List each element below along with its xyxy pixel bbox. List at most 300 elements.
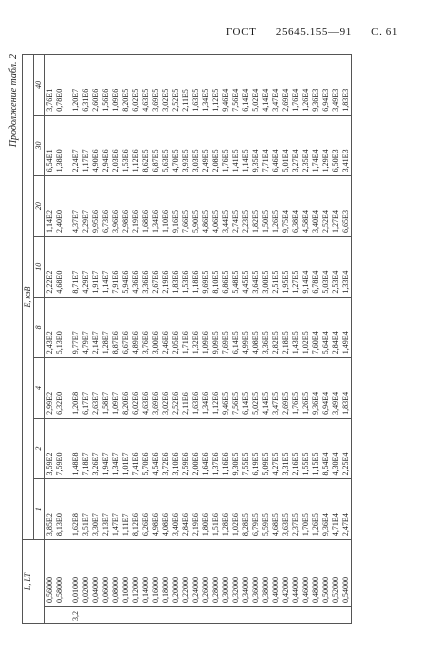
flux-value-cell: 1,17E7 — [81, 115, 91, 176]
table-row — [311, 55, 321, 624]
flux-value-cell: 5,90E5 — [191, 176, 201, 237]
flux-value-cell: 1,63E5 — [191, 55, 201, 116]
flux-value-cell: 2,60E6 — [91, 55, 101, 116]
flux-value-cell: 4,27E5 — [271, 418, 281, 479]
flux-value-cell: 8,54E4 — [321, 418, 331, 479]
flux-value-cell: 6,67E6 — [121, 297, 131, 358]
table-row — [271, 55, 281, 624]
table-row — [71, 55, 81, 624]
flux-value-cell: 2,13E7 — [101, 479, 111, 540]
flux-value-cell: 1,76E5 — [221, 115, 231, 176]
flux-value-cell: 1,83E3 — [341, 55, 352, 116]
flux-value-cell: 6,17E7 — [81, 358, 91, 419]
flux-value-cell: 6,14E5 — [241, 358, 251, 419]
flux-value-cell: 3,49E4 — [331, 358, 341, 419]
flux-value-cell: 7,69E5 — [221, 297, 231, 358]
flux-value-cell: 5,70E6 — [141, 418, 151, 479]
flux-value-cell: 1,38E0 — [55, 115, 65, 176]
head-energy-label: E, кэВ — [23, 55, 34, 540]
flux-value-cell: 5,48E5 — [231, 236, 241, 297]
table-row — [231, 55, 241, 624]
flux-value-cell: 2,25E4 — [341, 418, 352, 479]
flux-value-cell: 1,28E6 — [221, 479, 231, 540]
table-row — [211, 55, 221, 624]
flux-value-cell: 2,05E6 — [171, 297, 181, 358]
page-number: С. 61 — [371, 26, 398, 38]
l-value-cell: 0,22000 — [181, 540, 191, 607]
flux-value-cell: 4,14E4 — [261, 55, 271, 116]
flux-value-cell: 1,83E4 — [341, 358, 352, 419]
l-value-cell: 0,42000 — [281, 540, 291, 607]
flux-value-cell: 2,84E6 — [181, 479, 191, 540]
flux-value-cell: 4,14E5 — [261, 358, 271, 419]
flux-value-cell: 2,43E2 — [45, 297, 56, 358]
flux-value-cell: 1,26E4 — [301, 55, 311, 116]
flux-value-cell: 4,86E5 — [201, 176, 211, 237]
flux-value-cell: 8,20E5 — [121, 55, 131, 116]
group-cell — [201, 607, 211, 624]
flux-value-cell: 5,02E4 — [251, 55, 261, 116]
flux-value-cell: 2,22E2 — [45, 236, 56, 297]
l-value-cell: 0,14000 — [141, 540, 151, 607]
l-value-cell: 0,06000 — [101, 540, 111, 607]
energy-header: 4 — [34, 358, 45, 419]
group-cell — [261, 607, 271, 624]
flux-value-cell: 1,68E6 — [141, 176, 151, 237]
l-value-cell: 0,18000 — [161, 540, 171, 607]
flux-value-cell: 6,78E4 — [311, 236, 321, 297]
flux-value-cell: 6,65E3 — [341, 176, 352, 237]
flux-value-cell: 9,09E5 — [211, 297, 221, 358]
flux-value-cell: 1,62E8 — [71, 479, 81, 540]
table-row — [81, 55, 91, 624]
flux-value-cell: 3,41E3 — [341, 115, 352, 176]
flux-value-cell: 1,26E5 — [301, 358, 311, 419]
flux-value-cell: 6,26E6 — [141, 479, 151, 540]
flux-value-cell: 2,52E4 — [321, 176, 331, 237]
flux-value-cell: 1,95E5 — [281, 236, 291, 297]
l-value-cell: 0,50000 — [321, 540, 331, 607]
flux-value-cell: 2,37E5 — [291, 479, 301, 540]
flux-value-cell: 1,10E6 — [161, 176, 171, 237]
flux-value-cell: 4,99E5 — [241, 297, 251, 358]
l-value-cell: 0,01000 — [71, 540, 81, 607]
table-row — [281, 55, 291, 624]
flux-value-cell: 3,49E3 — [331, 55, 341, 116]
flux-value-cell: 1,58E7 — [101, 358, 111, 419]
l-value-cell: 0,32000 — [231, 540, 241, 607]
group-cell — [311, 607, 321, 624]
flux-value-cell: 7,66E5 — [181, 176, 191, 237]
group-cell — [111, 607, 121, 624]
flux-value-cell: 3,36E6 — [141, 236, 151, 297]
flux-value-cell: 8,62E5 — [141, 115, 151, 176]
flux-value-cell: 5,09E5 — [261, 418, 271, 479]
group-cell: 3,2 — [71, 607, 81, 624]
flux-value-cell: 6,94E3 — [321, 55, 331, 116]
flux-value-cell: 1,82E5 — [251, 176, 261, 237]
flux-value-cell: 2,67E6 — [151, 236, 161, 297]
flux-value-cell: 3,76E6 — [141, 297, 151, 358]
flux-value-cell: 1,64E6 — [201, 418, 211, 479]
flux-value-cell: 6,79E5 — [251, 479, 261, 540]
flux-value-cell: 1,83E6 — [171, 236, 181, 297]
flux-value-cell: 1,71E6 — [181, 297, 191, 358]
flux-value-cell: 6,38E4 — [291, 176, 301, 237]
flux-value-cell: 3,36E5 — [261, 297, 271, 358]
flux-value-cell: 1,76E5 — [291, 358, 301, 419]
flux-value-cell: 3,85E2 — [45, 479, 56, 540]
group-cell — [321, 607, 331, 624]
flux-value-cell: 2,94E6 — [101, 115, 111, 176]
group-cell — [151, 607, 161, 624]
energy-header: 10 — [34, 236, 45, 297]
energy-header: 30 — [34, 115, 45, 176]
flux-value-cell: 4,63E5 — [141, 55, 151, 116]
table-row — [121, 55, 131, 624]
flux-value-cell: 9,95E6 — [91, 176, 101, 237]
flux-value-cell: 1,41E5 — [231, 115, 241, 176]
flux-value-cell: 1,32E6 — [191, 297, 201, 358]
flux-value-cell: 4,68E5 — [271, 479, 281, 540]
flux-value-cell: 1,29E4 — [321, 115, 331, 176]
flux-value-cell: 0,78E0 — [55, 55, 65, 116]
flux-value-cell: 5,01E4 — [281, 115, 291, 176]
flux-value-cell: 2,11E5 — [181, 55, 191, 116]
flux-value-cell: 2,63E7 — [91, 358, 101, 419]
table-row — [101, 55, 111, 624]
flux-value-cell: 3,76E1 — [45, 55, 56, 116]
flux-value-cell: 5,59E5 — [261, 479, 271, 540]
table-caption: Продолжение табл. 2 — [8, 54, 19, 148]
l-value-cell: 0,12000 — [131, 540, 141, 607]
group-cell — [81, 607, 91, 624]
flux-value-cell: 4,63E6 — [141, 358, 151, 419]
flux-value-cell: 3,26E7 — [91, 418, 101, 479]
flux-value-cell: 6,86E5 — [221, 236, 231, 297]
flux-value-cell: 1,28E7 — [101, 297, 111, 358]
flux-value-cell: 4,90E6 — [91, 115, 101, 176]
table-body — [45, 55, 352, 624]
flux-value-cell: 3,40E4 — [311, 176, 321, 237]
energy-header: 40 — [34, 55, 45, 116]
flux-value-cell: 2,11E6 — [181, 358, 191, 419]
table-row — [331, 55, 341, 624]
group-cell — [141, 607, 151, 624]
flux-value-cell: 1,27E5 — [291, 236, 301, 297]
flux-value-cell: 5,63E5 — [161, 115, 171, 176]
table-row — [301, 55, 311, 624]
table-row — [241, 55, 251, 624]
flux-value-cell: 1,51E6 — [211, 479, 221, 540]
flux-value-cell: 4,79E7 — [81, 297, 91, 358]
flux-value-cell: 1,09E7 — [111, 358, 121, 419]
flux-value-cell: 6,02E5 — [131, 55, 141, 116]
flux-value-cell: 1,55E5 — [301, 418, 311, 479]
flux-value-cell: 3,27E4 — [291, 115, 301, 176]
l-value-cell: 0,52000 — [331, 540, 341, 607]
flux-value-cell: 3,69E6 — [151, 358, 161, 419]
flux-value-cell: 2,14E7 — [91, 297, 101, 358]
group-cell — [301, 607, 311, 624]
flux-value-cell: 1,56E6 — [101, 55, 111, 116]
flux-value-cell: 4,89E6 — [131, 297, 141, 358]
flux-value-cell: 6,32E0 — [55, 358, 65, 419]
flux-value-cell: 3,64E5 — [251, 236, 261, 297]
flux-value-cell: 2,23E5 — [241, 176, 251, 237]
flux-value-cell: 1,48E8 — [71, 418, 81, 479]
flux-value-cell: 1,12E6 — [131, 115, 141, 176]
flux-value-cell: 4,98E6 — [151, 479, 161, 540]
group-cell — [271, 607, 281, 624]
energy-header: 2 — [34, 418, 45, 479]
l-value-cell: 0,58000 — [55, 540, 65, 607]
flux-value-cell: 3,72E6 — [161, 418, 171, 479]
table-row — [131, 55, 141, 624]
flux-value-cell: 1,80E6 — [201, 479, 211, 540]
flux-value-cell: 4,08E6 — [161, 479, 171, 540]
table-head-row-1 — [23, 55, 34, 624]
flux-value-cell: 6,54E1 — [45, 115, 56, 176]
head-l-column: L, LT — [23, 540, 45, 624]
flux-value-cell: 1,33E4 — [341, 236, 352, 297]
flux-value-cell: 2,19E6 — [161, 236, 171, 297]
flux-value-cell: 6,46E4 — [271, 115, 281, 176]
table-row — [161, 55, 171, 624]
l-value-cell: 0,16000 — [151, 540, 161, 607]
flux-value-cell: 2,16E5 — [291, 418, 301, 479]
flux-value-cell: 4,08E5 — [251, 297, 261, 358]
flux-value-cell: 1,47E7 — [111, 479, 121, 540]
flux-value-cell: 6,19E5 — [251, 418, 261, 479]
l-value-cell: 0,54000 — [341, 540, 352, 607]
standard-number: 25645.155—91 — [275, 26, 352, 38]
flux-value-cell: 1,94E7 — [101, 418, 111, 479]
flux-value-cell: 2,59E6 — [181, 418, 191, 479]
group-cell — [221, 607, 231, 624]
group-cell — [91, 607, 101, 624]
flux-value-cell: 6,31E6 — [81, 55, 91, 116]
flux-value-cell: 9,14E4 — [301, 236, 311, 297]
energy-header: 20 — [34, 176, 45, 237]
table-row — [201, 55, 211, 624]
flux-value-cell: 1,70E5 — [301, 479, 311, 540]
flux-value-cell: 1,34E5 — [201, 55, 211, 116]
rotated-table-sheet — [0, 48, 422, 648]
flux-value-cell: 6,14E5 — [231, 297, 241, 358]
flux-value-cell: 4,30E4 — [331, 418, 341, 479]
flux-value-cell: 9,46E5 — [221, 358, 231, 419]
flux-value-cell: 1,50E5 — [261, 176, 271, 237]
flux-value-cell: 1,09E6 — [111, 55, 121, 116]
flux-value-cell: 1,20E7 — [71, 55, 81, 116]
flux-value-cell: 2,51E5 — [271, 236, 281, 297]
flux-value-cell: 6,02E6 — [131, 358, 141, 419]
flux-value-cell: 2,52E6 — [171, 358, 181, 419]
table-row — [221, 55, 231, 624]
flux-value-cell: 8,28E5 — [241, 479, 251, 540]
flux-value-cell: 6,14E4 — [241, 55, 251, 116]
flux-table — [22, 54, 352, 624]
flux-value-cell: 9,16E5 — [171, 176, 181, 237]
flux-value-cell: 5,03E4 — [321, 236, 331, 297]
table-row — [291, 55, 301, 624]
flux-value-cell: 3,96E6 — [111, 176, 121, 237]
flux-value-cell: 3,40E6 — [171, 479, 181, 540]
flux-value-cell: 7,18E7 — [81, 418, 91, 479]
flux-value-cell: 7,55E5 — [241, 418, 251, 479]
group-cell — [121, 607, 131, 624]
flux-value-cell: 3,31E5 — [281, 418, 291, 479]
table-row — [141, 55, 151, 624]
flux-value-cell: 2,46E6 — [161, 297, 171, 358]
table-row — [171, 55, 181, 624]
table-row — [341, 55, 352, 624]
flux-value-cell: 7,59E0 — [55, 418, 65, 479]
flux-value-cell: 1,63E6 — [191, 358, 201, 419]
flux-value-cell: 4,58E4 — [301, 176, 311, 237]
flux-value-cell: 5,13E0 — [55, 297, 65, 358]
energy-header: 8 — [34, 297, 45, 358]
flux-value-cell: 2,47E4 — [341, 479, 352, 540]
flux-value-cell: 6,50E3 — [331, 115, 341, 176]
table-row — [91, 55, 101, 624]
flux-value-cell: 1,34E6 — [201, 358, 211, 419]
l-value-cell: 0,26000 — [201, 540, 211, 607]
flux-value-cell: 1,20E8 — [71, 358, 81, 419]
l-value-cell: 0,20000 — [171, 540, 181, 607]
flux-value-cell: 2,82E5 — [271, 297, 281, 358]
flux-value-cell: 3,02E6 — [161, 358, 171, 419]
flux-value-cell: 2,19E6 — [131, 176, 141, 237]
flux-value-cell: 7,56E5 — [231, 358, 241, 419]
flux-value-cell: 7,41E6 — [131, 418, 141, 479]
table-row — [151, 55, 161, 624]
flux-value-cell: 3,47E5 — [271, 358, 281, 419]
group-cell — [45, 607, 56, 624]
flux-value-cell: 2,18E5 — [281, 297, 291, 358]
flux-value-cell: 2,69E5 — [281, 358, 291, 419]
flux-value-cell: 8,13E0 — [55, 479, 65, 540]
flux-value-cell: 9,46E4 — [221, 55, 231, 116]
flux-value-cell: 1,26E5 — [311, 479, 321, 540]
flux-value-cell: 1,11E7 — [121, 479, 131, 540]
flux-value-cell: 1,02E6 — [231, 479, 241, 540]
group-cell — [101, 607, 111, 624]
flux-value-cell: 2,00E6 — [191, 418, 201, 479]
flux-value-cell: 4,45E5 — [241, 236, 251, 297]
flux-value-cell: 1,14E7 — [101, 236, 111, 297]
flux-value-cell: 9,77E7 — [71, 297, 81, 358]
flux-value-cell: 1,16E6 — [221, 418, 231, 479]
flux-value-cell: 5,02E5 — [251, 358, 261, 419]
group-cell — [231, 607, 241, 624]
flux-value-cell: 8,71E7 — [71, 236, 81, 297]
flux-value-cell: 1,53E6 — [121, 115, 131, 176]
flux-value-cell: 3,30E7 — [91, 479, 101, 540]
flux-value-cell: 7,60E4 — [311, 297, 321, 358]
flux-value-cell: 1,12E5 — [211, 55, 221, 116]
table-row — [321, 55, 331, 624]
l-value-cell: 0,44000 — [291, 540, 301, 607]
group-cell — [161, 607, 171, 624]
group-cell — [341, 607, 352, 624]
l-value-cell: 0,56000 — [45, 540, 56, 607]
flux-value-cell: 1,37E6 — [211, 418, 221, 479]
l-value-cell: 0,04000 — [91, 540, 101, 607]
flux-value-cell: 3,00E6 — [151, 297, 161, 358]
l-value-cell: 0,36000 — [251, 540, 261, 607]
flux-value-cell: 7,71E4 — [261, 115, 271, 176]
table-row — [251, 55, 261, 624]
flux-value-cell: 1,49E4 — [341, 297, 352, 358]
l-value-cell: 0,34000 — [241, 540, 251, 607]
l-value-cell: 0,28000 — [211, 540, 221, 607]
flux-value-cell: 4,70E5 — [171, 115, 181, 176]
flux-value-cell: 1,14E2 — [45, 176, 56, 237]
l-value-cell: 0,38000 — [261, 540, 271, 607]
flux-value-cell: 1,02E5 — [301, 297, 311, 358]
flux-value-cell: 4,29E7 — [81, 236, 91, 297]
group-cell — [281, 607, 291, 624]
flux-value-cell: 8,87E6 — [111, 297, 121, 358]
flux-value-cell: 1,01E7 — [121, 418, 131, 479]
flux-value-cell: 6,87E5 — [151, 115, 161, 176]
flux-value-cell: 1,09E6 — [201, 297, 211, 358]
flux-value-cell: 3,10E6 — [171, 418, 181, 479]
flux-value-cell: 3,44E5 — [221, 176, 231, 237]
flux-value-cell: 1,27E4 — [331, 176, 341, 237]
group-cell — [291, 607, 301, 624]
flux-value-cell: 4,68E0 — [55, 236, 65, 297]
flux-value-cell: 7,91E6 — [111, 236, 121, 297]
flux-value-cell: 2,29E7 — [81, 176, 91, 237]
table-row — [55, 55, 65, 624]
group-cell — [131, 607, 141, 624]
table-row — [111, 55, 121, 624]
flux-value-cell: 2,49E5 — [201, 115, 211, 176]
table-row — [181, 55, 191, 624]
flux-value-cell: 3,93E5 — [181, 115, 191, 176]
flux-value-cell: 3,03E5 — [191, 115, 201, 176]
flux-value-cell: 2,19E6 — [191, 479, 201, 540]
flux-value-cell: 1,43E5 — [291, 297, 301, 358]
flux-value-cell: 2,08E5 — [211, 115, 221, 176]
flux-value-cell: 2,40E0 — [55, 176, 65, 237]
flux-value-cell: 2,74E5 — [231, 176, 241, 237]
flux-value-cell: 7,56E4 — [231, 55, 241, 116]
flux-value-cell: 6,94E4 — [321, 358, 331, 419]
l-value-cell: 0,08000 — [111, 540, 121, 607]
flux-value-cell: 2,35E4 — [301, 115, 311, 176]
l-value-cell: 0,24000 — [191, 540, 201, 607]
flux-value-cell: 1,91E7 — [91, 236, 101, 297]
flux-value-cell: 4,37E7 — [71, 176, 81, 237]
flux-value-cell: 3,59E2 — [45, 418, 56, 479]
flux-value-cell: 2,53E4 — [331, 236, 341, 297]
l-value-cell: 0,48000 — [311, 540, 321, 607]
flux-value-cell: 1,26E5 — [271, 176, 281, 237]
flux-value-cell: 4,36E6 — [131, 236, 141, 297]
group-cell — [241, 607, 251, 624]
flux-value-cell: 3,69E5 — [151, 55, 161, 116]
group-cell — [181, 607, 191, 624]
flux-value-cell: 3,00E5 — [261, 236, 271, 297]
flux-value-cell: 9,36E4 — [311, 358, 321, 419]
l-value-cell: 0,40000 — [271, 540, 281, 607]
flux-value-cell: 1,74E4 — [311, 115, 321, 176]
flux-value-cell: 3,47E4 — [271, 55, 281, 116]
